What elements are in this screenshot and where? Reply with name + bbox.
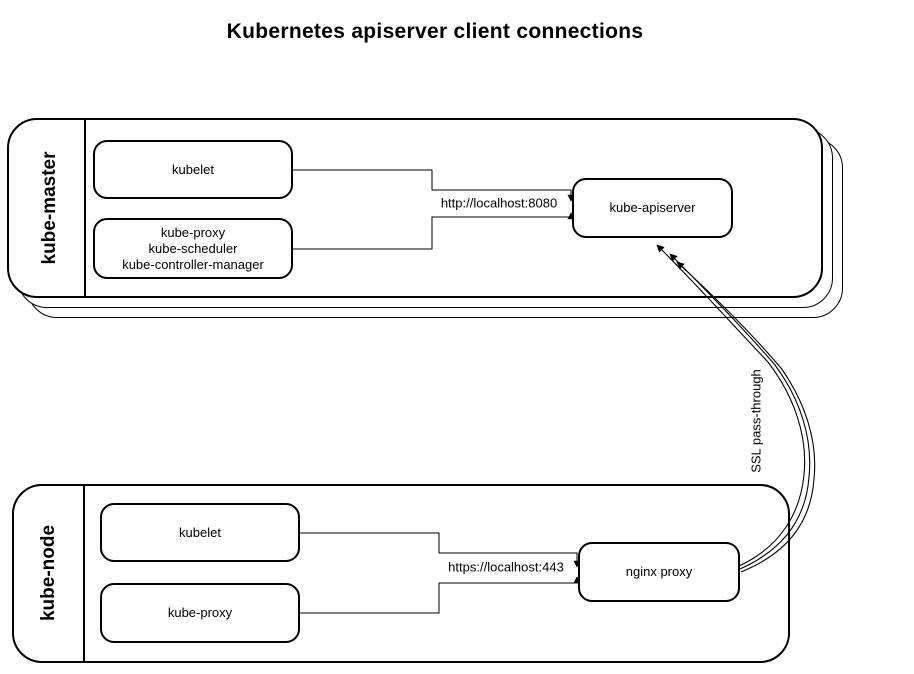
node-master-kubelet xyxy=(93,140,293,199)
node-kube-apiserver xyxy=(572,178,733,238)
edge-label-ssl-pass-through: SSL pass-through xyxy=(748,369,764,473)
node-node-kubelet-label: kubelet xyxy=(179,524,221,540)
edge-label-https-localhost-443: https://localhost:443 xyxy=(448,559,564,575)
node-nginx-proxy xyxy=(578,542,740,602)
node-master-kubelet-label: kubelet xyxy=(172,161,214,177)
node-kube-apiserver-label: kube-apiserver xyxy=(609,200,696,215)
node-master-services xyxy=(93,218,293,279)
cluster-kube-master-label: kube-master xyxy=(39,151,60,265)
kube-master-label-divider xyxy=(84,119,86,297)
node-node-kube-proxy-label: kube-proxy xyxy=(167,605,233,620)
kube-node-label-divider xyxy=(83,485,85,662)
node-master-services-line-3: kube-controller-manager xyxy=(122,256,264,272)
node-node-kubelet xyxy=(100,503,300,562)
node-master-services-line-1: kube-proxy xyxy=(160,224,226,240)
edge-label-http-localhost-8080: http://localhost:8080 xyxy=(440,195,558,211)
node-master-services-line-2: kube-scheduler xyxy=(148,240,238,256)
cluster-kube-node-label: kube-node xyxy=(38,524,59,622)
diagram-title: Kubernetes apiserver client connections xyxy=(226,20,644,43)
node-nginx-proxy-label: nginx proxy xyxy=(625,564,693,579)
node-node-kube-proxy xyxy=(100,583,300,643)
